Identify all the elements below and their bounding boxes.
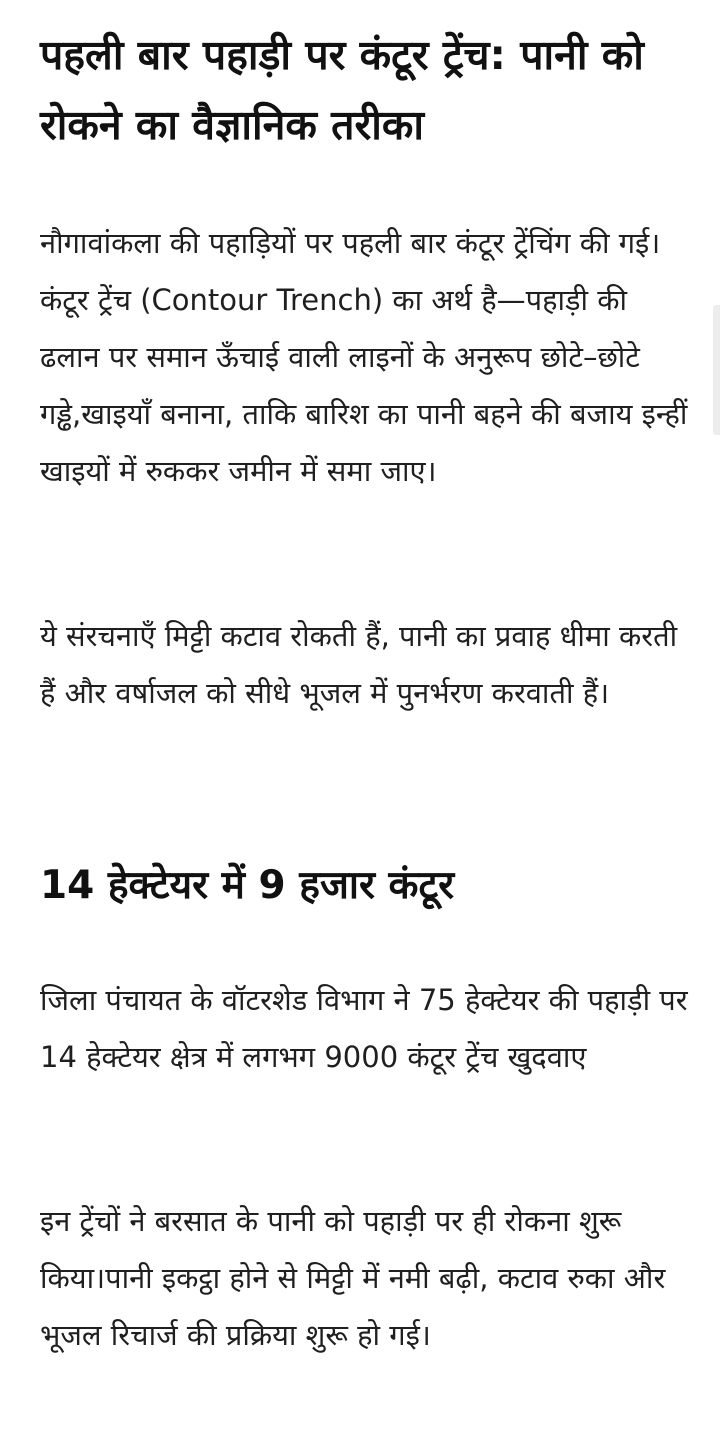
scrollbar[interactable] <box>713 305 720 435</box>
article-paragraph: नौगावांकला की पहाड़ियों पर पहली बार कंटूर ट्रेंचिंग की गई।कंटूर ट्रेंच (Contour Trench) का अर्थ है—पहाड़ी की ढलान पर समान ऊँचाई वाली लाइनों के अनुरूप छोटे–छोटे गड्ढे,खाइयाँ बनाना, ताकि बारिश का पानी बहने की बजाय इन्हीं खाइयों में रुककर जमीन में समा जाए। <box>40 226 688 488</box>
article-paragraph: ये संरचनाएँ मिट्टी कटाव रोकती हैं, पानी का प्रवाह धीमा करती हैं और वर्षाजल को सीधे भूजल में पुनर्भरण करवाती हैं। <box>40 619 678 710</box>
article-paragraph: जिला पंचायत के वॉटरशेड विभाग ने 75 हेक्टेयर की पहाड़ी पर 14 हेक्टेयर क्षेत्र में लगभग 9000 कंटूर ट्रेंच खुदवाए <box>40 983 688 1074</box>
section-heading: 14 हेक्टेयर में 9 हजार कंटूर <box>40 863 455 908</box>
article-title: पहली बार पहाड़ी पर कंटूर ट्रेंच: पानी को रोकने का वैज्ञानिक तरीका <box>40 31 644 149</box>
article-paragraph: इन ट्रेंचों ने बरसात के पानी को पहाड़ी पर ही रोकना शुरू किया।पानी इकट्ठा होने से मिट्टी में नमी बढ़ी, कटाव रुका और भूजल रिचार्ज की प्रक्रिया शुरू हो गई। <box>40 1204 666 1352</box>
